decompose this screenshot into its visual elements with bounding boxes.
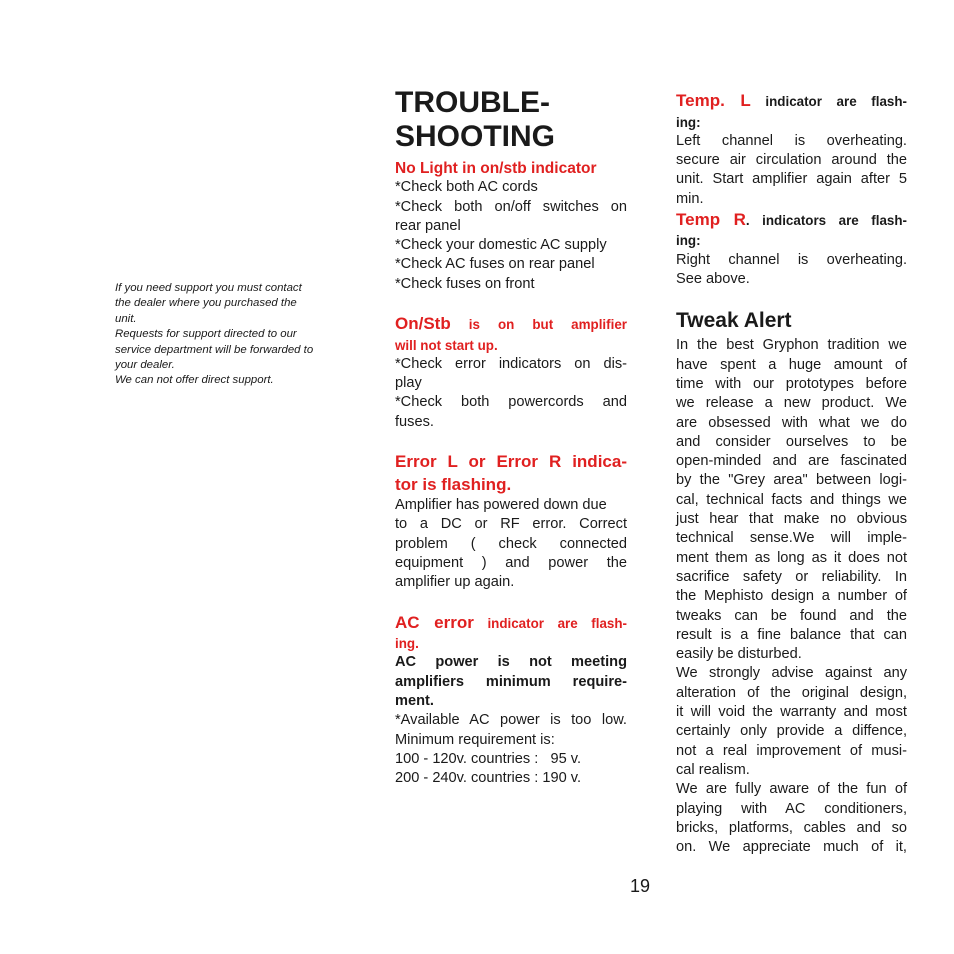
body-line: cal, technical facts and things we xyxy=(676,491,907,508)
ac-error-heading-rest: indicator are flash- xyxy=(473,615,627,631)
page-title xyxy=(395,86,627,154)
body-line: Left channel is overheating. xyxy=(676,132,907,149)
ac-error-heading-big: AC error xyxy=(395,612,474,632)
body-line: *Available AC power is too low. xyxy=(395,712,627,729)
support-line: Requests for support directed to our xyxy=(115,328,297,341)
on-stb-heading-line2: will not start up. xyxy=(395,337,498,353)
body-line: technical sense.We will imple- xyxy=(676,530,907,547)
body-line: time with our prototypes before xyxy=(676,375,907,392)
body-line: easily be disturbed. xyxy=(676,646,802,663)
body-line: to a DC or RF error. Correct xyxy=(395,516,627,533)
support-line: unit. xyxy=(115,312,137,325)
bold-line: amplifiers minimum require- xyxy=(395,673,627,690)
temp-l-heading-rest: indicator are flash- xyxy=(750,94,907,109)
body-line: are obsessed with what we do xyxy=(676,414,907,431)
temp-l-heading-big: Temp. L xyxy=(676,91,751,110)
temp-r-heading xyxy=(676,209,907,232)
body-line: certainly only provide a diffence, xyxy=(676,723,907,740)
support-line: service department will be forwarded to xyxy=(115,343,314,356)
body-line: 100 - 120v. countries : 95 v. xyxy=(395,750,582,767)
temp-r-heading-big: Temp R xyxy=(676,209,746,229)
body-line: cal realism. xyxy=(676,761,750,778)
body-line: ment them as long as it does not xyxy=(676,549,907,566)
right-column xyxy=(676,90,907,857)
body-line: *Check both AC cords xyxy=(395,179,538,196)
body-line: Minimum requirement is: xyxy=(395,731,555,748)
body-line: See above. xyxy=(676,271,750,288)
body-line: *Check both powercords and xyxy=(395,394,627,411)
body-line: Amplifier has powered down due xyxy=(395,497,607,514)
support-note xyxy=(115,281,347,389)
body-line: sacrifice safety or reliability. In xyxy=(676,568,907,585)
body-line: on. We appreciate much of it, xyxy=(676,839,907,856)
body-line: problem ( check connected xyxy=(395,535,627,552)
body-line: *Check AC fuses on rear panel xyxy=(395,256,595,273)
body-line: have spent a huge amount of xyxy=(676,356,907,373)
error-lr-heading-line2: tor is flashing. xyxy=(395,474,512,494)
bold-line: ment. xyxy=(395,692,434,709)
body-line: In the best Gryphon tradition we xyxy=(676,337,907,354)
troubleshooting-column xyxy=(395,86,627,788)
body-line: amplifier up again. xyxy=(395,574,515,591)
title-line: SHOOTING xyxy=(395,120,556,153)
support-line: the dealer where you purchased the xyxy=(115,297,297,310)
body-line: open-minded and are fascinated xyxy=(676,453,907,470)
ac-error-heading xyxy=(395,612,627,635)
temp-l-heading-line2: ing: xyxy=(676,114,701,130)
on-stb-heading-rest: is on but amplifier xyxy=(450,317,627,333)
body-line: by the "Grey area" between logi- xyxy=(676,472,907,489)
body-line: We are fully aware of the fun of xyxy=(676,781,907,798)
body-line: *Check error indicators on dis- xyxy=(395,355,627,372)
body-line: play xyxy=(395,375,422,392)
body-line: it will void the warranty and most xyxy=(676,704,907,721)
bold-line: AC power is not meeting xyxy=(395,654,627,671)
body-line: We strongly advise against any xyxy=(676,665,907,682)
body-line: secure air circulation around the xyxy=(676,152,907,169)
body-line: we release a new product. We xyxy=(676,395,907,412)
tweak-alert-heading: Tweak Alert xyxy=(676,309,792,333)
body-line: bricks, platforms, cables and so xyxy=(676,819,907,836)
body-line: min. xyxy=(676,190,704,207)
on-stb-heading xyxy=(395,313,627,336)
temp-r-heading-line2: ing: xyxy=(676,233,701,249)
support-line: your dealer. xyxy=(115,359,175,372)
error-lr-heading: Error L or Error R indica- xyxy=(395,452,627,472)
body-line: playing with AC conditioners, xyxy=(676,800,907,817)
no-light-heading: No Light in on/stb indicator xyxy=(395,160,597,177)
body-line: fuses. xyxy=(395,413,434,430)
support-line: If you need support you must contact xyxy=(115,282,302,294)
body-line: *Check your domestic AC supply xyxy=(395,237,607,254)
body-line: not a real improvement of musi- xyxy=(676,742,907,759)
page-number: 19 xyxy=(630,876,651,896)
body-line: equipment ) and power the xyxy=(395,554,627,571)
support-line: We can not offer direct support. xyxy=(115,374,274,387)
body-line: *Check fuses on front xyxy=(395,275,535,292)
body-line: Right channel is overheating. xyxy=(676,251,907,268)
body-line: the Mephisto design a number of xyxy=(676,588,907,605)
body-line: alteration of the original design, xyxy=(676,684,907,701)
temp-l-heading xyxy=(676,90,907,113)
tweak-alert-body xyxy=(676,336,907,857)
body-line: rear panel xyxy=(395,217,461,234)
body-line: unit. Start amplifier again after 5 xyxy=(676,171,907,188)
on-stb-heading-big: On/Stb xyxy=(395,314,451,334)
body-line: 200 - 240v. countries : 190 v. xyxy=(395,770,582,787)
temp-r-heading-rest: . indicators are flash- xyxy=(745,212,907,228)
ac-error-heading-line2: ing. xyxy=(395,636,419,652)
body-line: just hear that make no obvious xyxy=(676,511,907,528)
body-line: result is a fine balance that can xyxy=(676,626,907,643)
body-line: *Check both on/off switches on xyxy=(395,198,627,215)
body-line: and consider ourselves to be xyxy=(676,433,907,450)
body-line: tweaks can be found and the xyxy=(676,607,907,624)
title-line: TROUBLE- xyxy=(395,86,550,119)
